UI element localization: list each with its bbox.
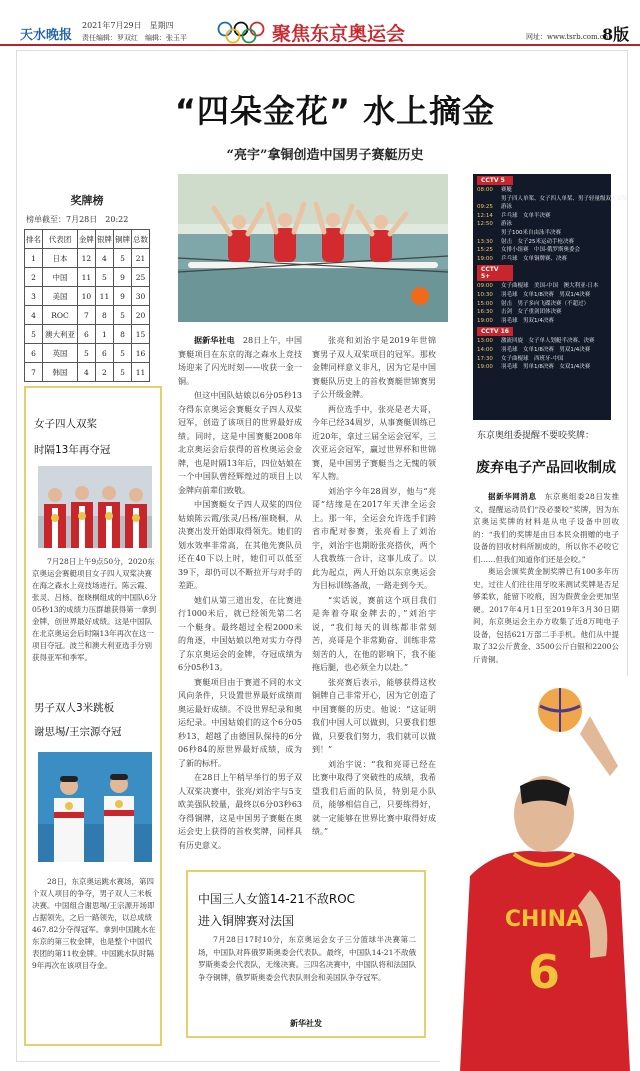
medal-table-cell: 韩国 <box>43 363 78 382</box>
medal-table-cell: 9 <box>113 287 131 306</box>
jersey-number-text: 6 <box>527 945 561 999</box>
story-text: 28日上午，中国赛艇项目在东京的海之森水上竞技场迎来了闪光时刻——收获一金一铜。 <box>178 336 303 386</box>
jersey-team-text: CHINA <box>504 907 584 932</box>
medal-table-cell: 6 <box>25 344 43 363</box>
main-story-column-2 <box>312 334 436 834</box>
medal-table-cell: 澳大利亚 <box>43 325 78 344</box>
schedule-time: 17:30 <box>477 355 493 362</box>
main-subheadline: “亮宇”拿铜创造中国男子赛艇历史 <box>226 148 424 163</box>
story-paragraph: 刘治宇说：“我和亮哥已经在比赛中取得了突破性的成绩，我希望我们后面的队员，特别是小队员，能够相信自己，只要练得好，就一定能够在世界比赛中取得好成绩。” <box>312 759 436 836</box>
schedule-time: 19:00 <box>477 317 493 324</box>
story-paragraph: 两位选手中，张亮是老大哥，今年已经34周岁，从事赛艇训练已近20年，拿过三届全运会冠军，三次亚运会冠军，赢过世界杯和世锦赛，是中国男子赛艇当之无愧的领军人物。 <box>312 404 436 481</box>
medal-table-cell: 2 <box>25 268 43 287</box>
story-paragraph: 但这中国队姑娘以6分05秒13夺得东京奥运会赛艇女子四人双桨冠军，创造了该项目的世界最好成绩。同时，这是中国赛艇2008年北京奥运会后获得的首枚奥运会金牌，也是时隔13年后，四位姑娘在一个中国队曾经辉煌过的项目上以金牌向前辈们致敬。 <box>178 391 302 495</box>
schedule-row <box>473 337 611 346</box>
body-women-quad: 7月28日上午9点50分，2020东京奥运会赛艇项目女子四人双桨决赛在海之森水上竞技场进行。陈云霞、张灵、吕杨、崔晓桐组成的中国队6分05秒13的成绩力压群雄获得第一拿到金牌，创世界最好成绩。这是中国队在北京奥运会后时隔13年再次在这一项目夺冠。波兰和澳大利亚选手分别获得亚军和季军。 <box>32 557 157 662</box>
medal-table-title: 奖牌榜 <box>70 194 104 207</box>
schedule-row <box>473 229 611 238</box>
medal-table-header <box>25 230 150 249</box>
medal-table-cell: 7 <box>77 306 95 325</box>
medal-table-cell: 2 <box>95 363 113 382</box>
schedule-time: 09:00 <box>477 283 493 290</box>
schedule-event: 女子曲棍球 美国-中国 澳大利亚-日本 <box>501 283 599 290</box>
channel-badge: CCTV 5 <box>477 176 513 185</box>
side-story-text: 东京奥组委28日发推文，提醒运动员们“没必要咬”奖牌，因为东京奥运奖牌的材料是从电子设备中回收的：“我们的奖牌是由日本民众捐赠的电子设备的回收材料所制成的，所以你不必咬它们……但我们知道你们还是会咬。” <box>473 492 620 564</box>
header-cell: 银牌 <box>95 230 113 249</box>
channel-badge: CCTV 5+ <box>477 265 513 281</box>
medal-table-cell: 25 <box>131 268 149 287</box>
side-story-kicker: 东京奥组委提醒不要咬奖牌： <box>477 431 595 441</box>
schedule-event: 羽毛球 男双1/4决赛 <box>501 317 554 324</box>
medal-table-cell: 16 <box>131 344 149 363</box>
medal-recycling-story <box>473 428 619 666</box>
kicker-women-quad: 女子四人双桨 <box>34 418 97 430</box>
medal-table-timestamp: 榜单截至：7月28日 20:22 <box>26 215 129 224</box>
bottom-story-credit: 新华社发 <box>290 1018 322 1028</box>
medal-table-cell: 5 <box>113 363 131 382</box>
story-paragraph: 刘治宇今年28周岁，他与“亮哥”结缘是在2017年天津全运会上。那一年，全运会允许选手们跨省市配对参赛，张亮看上了刘治宇，刘治宇也期盼张亮搭伙，两个人我教练一合计，这事儿成了。以此为起点，两人开始以东京奥运会为目标训练备战，一路走到今天。 <box>312 486 436 590</box>
schedule-row <box>473 220 611 229</box>
schedule-time: 16:30 <box>477 309 493 316</box>
medal-table-cell: 中国 <box>43 268 78 287</box>
schedule-row <box>473 363 611 372</box>
masthead <box>0 0 640 46</box>
schedule-event: 女排小组赛 中国-俄罗斯奥委会 <box>501 247 580 254</box>
rowing-team-photo <box>178 174 448 322</box>
schedule-event: 女子曲棍球 西班牙-中国 <box>501 355 564 362</box>
medal-table <box>24 229 150 382</box>
side-story-paragraph: 奥运会颁奖黄金制奖牌已有100多年历史，过往人们往往用牙咬来测试奖牌是否足够柔软，能留下咬痕，因为假黄金会更加坚硬。2017年4月1日至2019年3月30日期间，东京奥运会主办方收集了近8万吨电子设备，包括621万部二手手机。他们从中提取了32公斤黄金、3500公斤白银和2200公斤青铜。 <box>473 567 619 664</box>
basketball-player-photo <box>440 676 640 1071</box>
schedule-event: 男子100米自由泳半决赛 <box>501 229 561 236</box>
medal-table-cell: 5 <box>95 268 113 287</box>
header-cell: 铜牌 <box>113 230 131 249</box>
medal-table-row <box>25 344 150 363</box>
bottom-story-title-line2: 进入铜牌赛对法国 <box>198 914 295 928</box>
schedule-time: 15:25 <box>477 247 493 254</box>
schedule-row <box>473 355 611 364</box>
womens-3x3-story <box>186 870 426 1038</box>
schedule-event: 游泳 <box>501 221 513 228</box>
schedule-row <box>473 195 628 204</box>
schedule-time: 13:30 <box>477 238 493 245</box>
medal-table-cell: 9 <box>113 268 131 287</box>
left-column-box <box>24 386 162 1046</box>
schedule-row <box>473 238 611 247</box>
schedule-event: 击剑 女子重剑团体决赛 <box>501 309 562 316</box>
medal-table-cell: 5 <box>113 249 131 268</box>
story-paragraph <box>178 334 302 388</box>
medal-table-cell: 日本 <box>43 249 78 268</box>
story-paragraph: 张亮赛后表示，能够获得这枚铜牌自己非常开心，因为它创造了中国赛艇的历史。他说：“这证明我们中国人可以做到，只要我们想做，只要我们努力，我们就可以做到！” <box>312 677 436 754</box>
story-paragraph: 赛艇项目由于赛道不同的水文风向条件，只设置世界最好成绩而奥运最好成绩。不设世界纪录和奥运纪录。中国姑娘们的这个6分05秒13，超越了由德国队保持的6分06秒84的原世界最好成绩，成为了新的标杆。 <box>178 677 302 768</box>
medal-table-cell: ROC <box>43 306 78 325</box>
medal-table-cell: 美国 <box>43 287 78 306</box>
medal-table-row <box>25 268 150 287</box>
schedule-list-cctv16 <box>473 337 611 371</box>
schedule-event: 射击 男子多向飞碟决赛（不超过） <box>501 300 590 307</box>
schedule-time: 13:00 <box>477 338 493 345</box>
header-cell: 排名 <box>25 230 43 249</box>
schedule-event: 赛艇 <box>501 187 513 193</box>
medal-table-box <box>24 190 150 377</box>
header-cell: 总数 <box>131 230 149 249</box>
schedule-time: 09:25 <box>477 204 493 211</box>
women-quad-medal-photo <box>38 466 152 548</box>
medal-table-cell: 20 <box>131 306 149 325</box>
medal-table-cell: 1 <box>95 325 113 344</box>
section-title: 聚焦东京奥运会 <box>272 23 406 45</box>
body-men-springboard: 28日，东京奥运跳水赛场，第四个双人项目的争夺，男子双人三米板决赛。中国组合谢思埸/王宗源开场即占据领先，之后一路领先，以总成绩467.82分夺得冠军。拿到中国跳水在东京的第三枚金牌，也是整个中国代表团的第11枚金牌。中国跳水队时隔9年再次在该项目夺金。 <box>32 877 156 970</box>
story-dateline: 据新华社电 <box>194 335 235 345</box>
schedule-time: 19:00 <box>477 364 493 371</box>
medal-table-cell: 10 <box>77 287 95 306</box>
schedule-row <box>473 255 611 264</box>
title-men-springboard: 谢思埸/王宗源夺冠 <box>34 726 122 738</box>
story-paragraph: “实话说，赛前这个项目我们是奔着夺取金牌去的，”刘治宇说，“我们每天的训练都非常刻苦，亮哥是个非常勤奋、训练非常刻苦的人，在他的影响下，我不能拖后腿，也必须全力以赴。” <box>312 595 436 672</box>
main-story-column-1 <box>178 334 303 850</box>
schedule-event: 男子四人单桨、女子四人单桨、男子轻量级双人双桨 <box>501 195 628 202</box>
story-paragraph: 在28日上午稍早举行的男子双人双桨决赛中，张亮/刘治宇与5支欧美强队较量，最终以6分03秒63夺得铜牌，这是中国男子赛艇在奥运会史上获得的首枚奖牌，同样具有历史意义。 <box>178 773 302 850</box>
schedule-list-cctv5plus <box>473 282 611 325</box>
schedule-event: 射击 女子25米运动手枪决赛 <box>501 238 574 245</box>
medal-table-cell: 7 <box>25 363 43 382</box>
medal-table-cell: 5 <box>113 344 131 363</box>
medal-table-cell: 4 <box>25 306 43 325</box>
kicker-men-springboard: 男子双人3米跳板 <box>34 702 115 714</box>
schedule-row <box>473 282 611 291</box>
medal-table-cell: 11 <box>95 287 113 306</box>
schedule-row <box>473 203 611 212</box>
page-number: 8版 <box>602 25 630 44</box>
medal-table-body <box>25 249 150 382</box>
schedule-row <box>473 317 611 326</box>
medal-table-cell: 8 <box>95 306 113 325</box>
bottom-story-paragraph: 7月28日17时10分，东京奥运会女子三分篮球半决赛第二场，中国队对阵俄罗斯奥委会代表队。最终，中国队14-21不敌俄罗斯奥委会代表队，无缘决赛。三四名决赛中，中国队将和法国队争夺铜牌，俄罗斯奥委会代表队则会和美国队争夺冠军。 <box>198 935 416 982</box>
issue-date: 2021年7月29日 星期四 <box>82 21 174 30</box>
medal-table-cell: 5 <box>25 325 43 344</box>
medal-table-cell: 12 <box>77 249 95 268</box>
schedule-time: 08:00 <box>477 187 493 193</box>
schedule-event: 羽毛球 女单1/8决赛 男双1/4决赛 <box>501 291 591 298</box>
bottom-story-body <box>198 934 416 984</box>
schedule-event: 羽毛球 女单1/8决赛 男双1/4决赛 <box>501 346 591 353</box>
medal-table-row <box>25 363 150 382</box>
medal-table-row <box>25 287 150 306</box>
side-story-body <box>473 491 619 666</box>
side-story-paragraph <box>473 491 619 566</box>
medal-table-row <box>25 306 150 325</box>
medal-table-cell: 6 <box>77 325 95 344</box>
schedule-time: 12:14 <box>477 212 493 219</box>
medal-table-cell: 8 <box>113 325 131 344</box>
paper-name: 天水晚报 <box>20 28 73 43</box>
channel-badge: CCTV 16 <box>477 327 513 336</box>
story-paragraph: 她们从第三道出发，在比赛进行1000米后，就已经领先第二名一个艇身。最终超过全程2000米的角逐，中国姑娘以绝对实力夺得了东京奥运会的金牌，夺冠成绩为6分05秒13。 <box>178 595 302 672</box>
schedule-list-cctv5 <box>473 186 628 263</box>
medal-table-cell: 1 <box>25 249 43 268</box>
editor-credits: 责任编辑：罗双红 编辑：张玉平 <box>82 34 187 42</box>
diving-medal-photo <box>38 752 152 862</box>
schedule-time: 10:30 <box>477 291 493 298</box>
medal-table-row <box>25 325 150 344</box>
schedule-row <box>473 308 611 317</box>
schedule-row <box>473 300 611 309</box>
website-url[interactable]: 网址：www.tsrb.com.cn <box>526 33 609 41</box>
schedule-time: 12:50 <box>477 221 493 228</box>
schedule-time: 15:00 <box>477 300 493 307</box>
medal-table-cell: 3 <box>25 287 43 306</box>
schedule-row <box>473 346 611 355</box>
schedule-event: 游泳 <box>501 204 513 211</box>
medal-table-row <box>25 249 150 268</box>
medal-table-cell: 5 <box>77 344 95 363</box>
tv-schedule <box>473 174 628 420</box>
side-story-dateline: 据新华网消息 <box>488 492 537 501</box>
story-paragraph: 中国赛艇女子四人双桨的四位姑娘陈云霞/张灵/吕杨/崔晓桐，从决赛出发开始即取得领先。她们的划水效率非常高，在其他先赛队员还在40下以上时，她们可以低至39下，却仍可以不断拉开与对手的差距。 <box>178 500 302 590</box>
medal-table-cell: 6 <box>95 344 113 363</box>
schedule-row <box>473 291 611 300</box>
medal-table-cell: 30 <box>131 287 149 306</box>
schedule-time: 14:00 <box>477 346 493 353</box>
side-story-title: 废弃电子产品回收制成 <box>476 460 616 476</box>
medal-table-cell: 4 <box>77 363 95 382</box>
bottom-story-title-line1: 中国三人女篮14-21不敌ROC <box>198 892 356 906</box>
medal-table-cell: 英国 <box>43 344 78 363</box>
schedule-row <box>473 186 611 195</box>
medal-table-cell: 5 <box>113 306 131 325</box>
schedule-event: 乒乓球 女单铜牌赛、决赛 <box>501 255 568 262</box>
medal-table-cell: 11 <box>131 363 149 382</box>
main-headline: “四朵金花” 水上摘金 <box>174 92 496 130</box>
header-cell: 金牌 <box>77 230 95 249</box>
medal-table-cell: 4 <box>95 249 113 268</box>
olympic-rings-icon <box>216 20 266 46</box>
medal-table-cell: 11 <box>77 268 95 287</box>
schedule-event: 乒乓球 女单半决赛 <box>501 212 551 219</box>
medal-table-cell: 21 <box>131 249 149 268</box>
header-cell: 代表团 <box>43 230 78 249</box>
schedule-row <box>473 212 611 221</box>
title-women-quad: 时隔13年再夺冠 <box>34 444 111 456</box>
medal-table-cell: 15 <box>131 325 149 344</box>
schedule-row <box>473 246 611 255</box>
schedule-event: 激流回旋 女子单人划艇半决赛、决赛 <box>501 338 595 345</box>
schedule-event: 羽毛球 男单1/8决赛 女双1/4决赛 <box>501 364 591 371</box>
story-paragraph: 张亮和刘治宇是2019年世锦赛男子双人双桨项目的冠军。那枚金牌同样意义非凡，因为它是中国赛艇队历史上的首枚赛艇世锦赛男子公开级金牌。 <box>312 336 436 399</box>
schedule-time: 19:00 <box>477 255 493 262</box>
